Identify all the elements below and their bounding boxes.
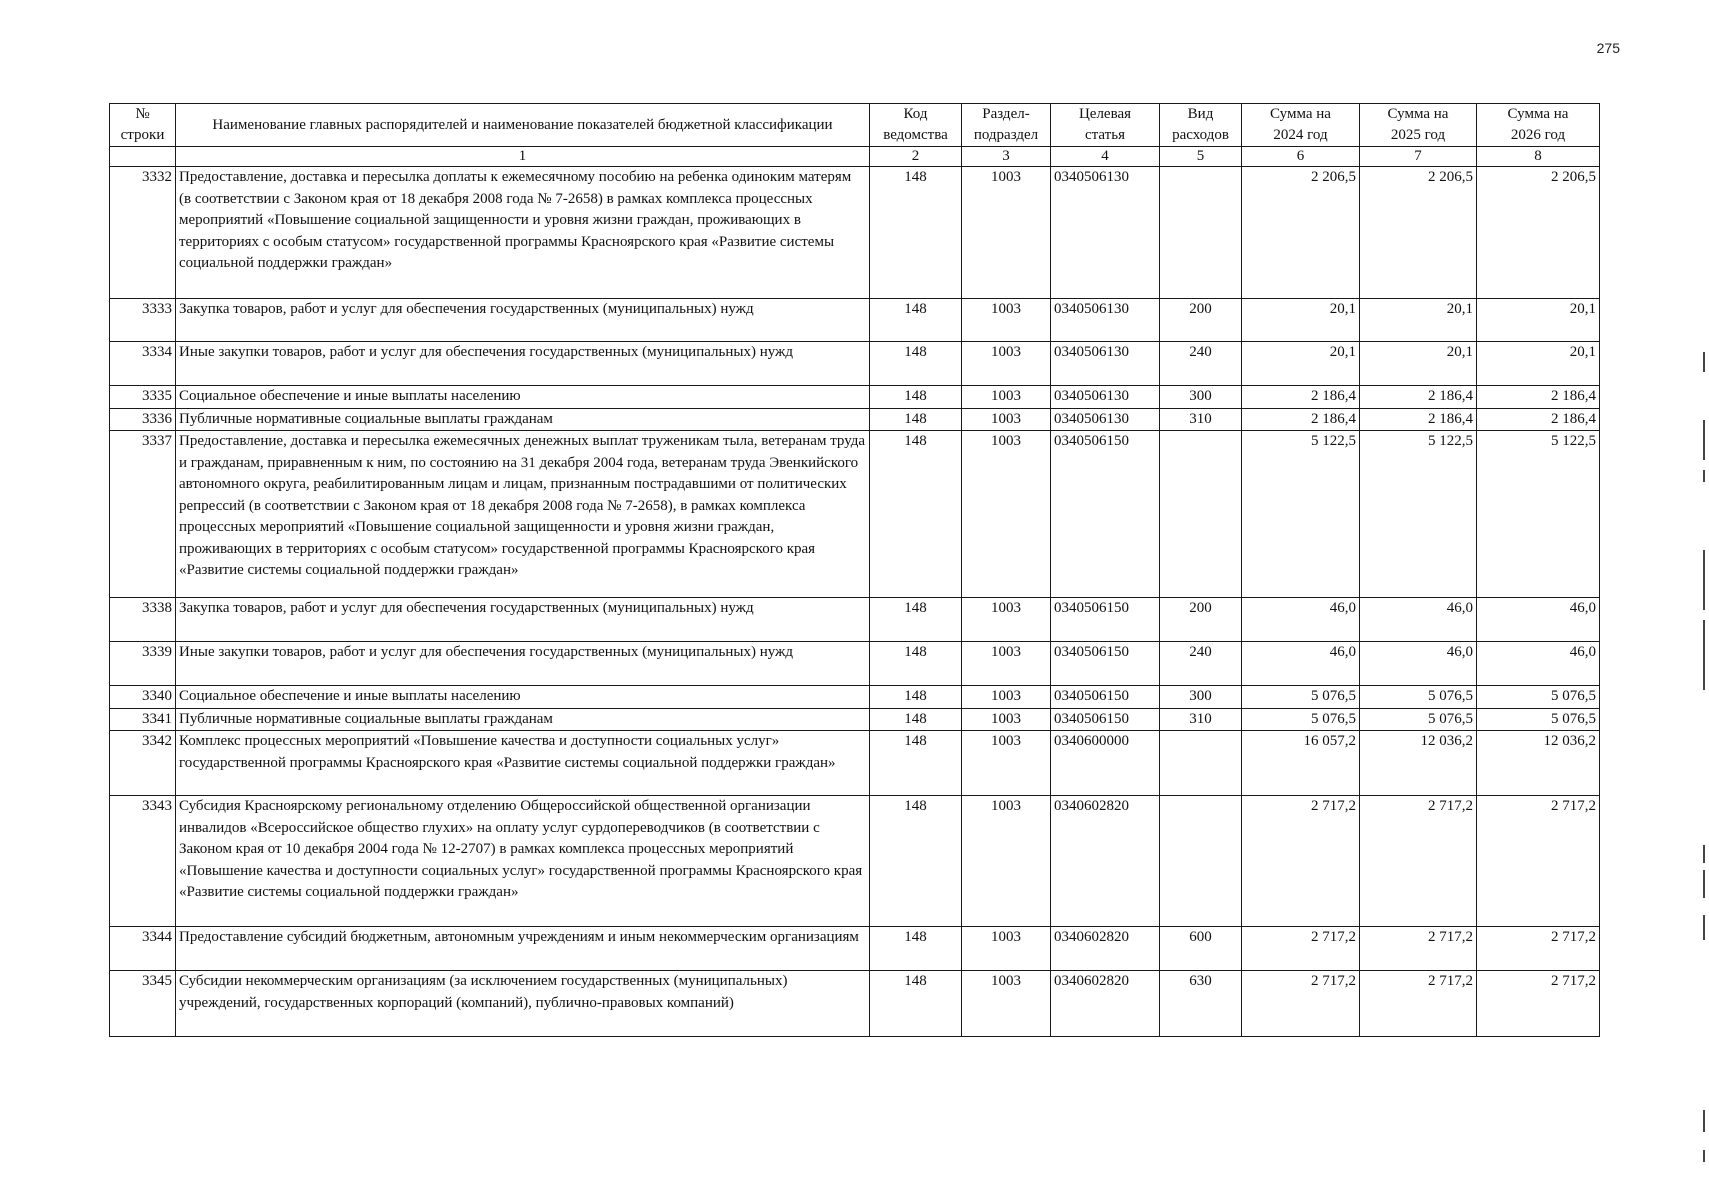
sum-2026-cell: 5 076,5	[1477, 708, 1600, 731]
header-row	[110, 104, 1600, 147]
section-cell: 1003	[962, 598, 1051, 642]
header-target-article: Целевая статья	[1051, 104, 1160, 147]
dept-code-cell: 148	[870, 386, 962, 409]
row-number-cell: 3335	[110, 386, 176, 409]
section-cell: 1003	[962, 408, 1051, 431]
header-sum-2025: Сумма на 2025 год	[1360, 104, 1477, 147]
scan-margin-mark	[1703, 1150, 1705, 1162]
column-number	[110, 147, 176, 167]
sum-2025-cell: 2 717,2	[1360, 796, 1477, 927]
sum-2026-cell: 20,1	[1477, 299, 1600, 342]
sum-2024-cell: 2 717,2	[1242, 971, 1360, 1037]
sum-2024-cell: 20,1	[1242, 299, 1360, 342]
sum-2026-cell: 46,0	[1477, 598, 1600, 642]
section-cell: 1003	[962, 708, 1051, 731]
sum-2025-cell: 46,0	[1360, 642, 1477, 686]
header-expense-type: Вид расходов	[1160, 104, 1242, 147]
section-cell: 1003	[962, 796, 1051, 927]
row-number-cell: 3341	[110, 708, 176, 731]
target-article-cell: 0340506130	[1051, 408, 1160, 431]
sum-2024-cell: 2 186,4	[1242, 386, 1360, 409]
target-article-cell: 0340506130	[1051, 299, 1160, 342]
row-number-cell: 3338	[110, 598, 176, 642]
sum-2026-cell: 2 717,2	[1477, 927, 1600, 971]
expense-type-cell	[1160, 167, 1242, 299]
sum-2024-cell: 5 076,5	[1242, 686, 1360, 709]
table-row	[110, 642, 1600, 686]
sum-2024-cell: 46,0	[1242, 598, 1360, 642]
column-number-row	[110, 147, 1600, 167]
row-number-cell: 3337	[110, 431, 176, 598]
header-row-number: № строки	[110, 104, 176, 147]
row-name-cell: Предоставление, доставка и пересылка доплаты к ежемесячному пособию на ребенка одиноким матерям (в соответствии с Законом края от 18 декабря 2008 года № 7-2658) в рамках комплекса процессных мероприятий «Повышение социальной защищенности и уровня жизни граждан, проживающих в территориях с особым статусом» государственной программы Красноярского края «Развитие системы социальной поддержки граждан»	[176, 167, 870, 299]
expense-type-cell: 240	[1160, 642, 1242, 686]
table-row	[110, 431, 1600, 598]
scan-margin-mark	[1703, 420, 1705, 460]
header-section: Раздел- подраздел	[962, 104, 1051, 147]
table-row	[110, 971, 1600, 1037]
sum-2025-cell: 2 206,5	[1360, 167, 1477, 299]
target-article-cell: 0340600000	[1051, 731, 1160, 796]
row-name-cell: Субсидия Красноярскому региональному отделению Общероссийской общественной организации инвалидов «Всероссийское общество глухих» на оплату услуг сурдопереводчиков (в соответствии с Законом края от 10 декабря 2004 года № 12-2707) в рамках комплекса процессных мероприятий «Повышение качества и доступности социальных услуг» государственной программы Красноярского края «Развитие системы социальной поддержки граждан»	[176, 796, 870, 927]
row-name-cell: Иные закупки товаров, работ и услуг для обеспечения государственных (муниципальных) нужд	[176, 342, 870, 386]
scan-margin-mark	[1703, 470, 1705, 482]
row-name-cell: Публичные нормативные социальные выплаты гражданам	[176, 708, 870, 731]
sum-2024-cell: 2 206,5	[1242, 167, 1360, 299]
section-cell: 1003	[962, 167, 1051, 299]
dept-code-cell: 148	[870, 796, 962, 927]
header-name: Наименование главных распорядителей и наименование показателей бюджетной классификации	[176, 104, 870, 147]
sum-2025-cell: 2 717,2	[1360, 971, 1477, 1037]
dept-code-cell: 148	[870, 708, 962, 731]
column-number: 2	[870, 147, 962, 167]
section-cell: 1003	[962, 642, 1051, 686]
target-article-cell: 0340602820	[1051, 927, 1160, 971]
sum-2026-cell: 20,1	[1477, 342, 1600, 386]
expense-type-cell: 200	[1160, 598, 1242, 642]
dept-code-cell: 148	[870, 167, 962, 299]
sum-2024-cell: 2 717,2	[1242, 796, 1360, 927]
table-body	[110, 167, 1600, 1037]
row-number-cell: 3336	[110, 408, 176, 431]
section-cell: 1003	[962, 731, 1051, 796]
row-name-cell: Комплекс процессных мероприятий «Повышение качества и доступности социальных услуг» государственной программы Красноярского края «Развитие системы социальной поддержки граждан»	[176, 731, 870, 796]
row-name-cell: Закупка товаров, работ и услуг для обеспечения государственных (муниципальных) нужд	[176, 299, 870, 342]
column-number: 8	[1477, 147, 1600, 167]
header-dept-code: Код ведомства	[870, 104, 962, 147]
table-row	[110, 342, 1600, 386]
scan-margin-mark	[1703, 1110, 1705, 1132]
sum-2026-cell: 2 186,4	[1477, 386, 1600, 409]
section-cell: 1003	[962, 342, 1051, 386]
table-header	[110, 104, 1600, 167]
scan-margin-mark	[1703, 870, 1705, 898]
dept-code-cell: 148	[870, 731, 962, 796]
dept-code-cell: 148	[870, 299, 962, 342]
table-row	[110, 686, 1600, 709]
row-number-cell: 3342	[110, 731, 176, 796]
page-number: 275	[1596, 40, 1620, 56]
sum-2026-cell: 12 036,2	[1477, 731, 1600, 796]
column-number: 3	[962, 147, 1051, 167]
target-article-cell: 0340506150	[1051, 686, 1160, 709]
expense-type-cell: 300	[1160, 386, 1242, 409]
section-cell: 1003	[962, 927, 1051, 971]
sum-2026-cell: 46,0	[1477, 642, 1600, 686]
sum-2025-cell: 5 076,5	[1360, 708, 1477, 731]
row-number-cell: 3334	[110, 342, 176, 386]
column-number: 1	[176, 147, 870, 167]
target-article-cell: 0340506130	[1051, 386, 1160, 409]
sum-2026-cell: 5 122,5	[1477, 431, 1600, 598]
row-name-cell: Публичные нормативные социальные выплаты гражданам	[176, 408, 870, 431]
section-cell: 1003	[962, 386, 1051, 409]
sum-2024-cell: 46,0	[1242, 642, 1360, 686]
column-number: 6	[1242, 147, 1360, 167]
dept-code-cell: 148	[870, 642, 962, 686]
section-cell: 1003	[962, 299, 1051, 342]
table-row	[110, 386, 1600, 409]
expense-type-cell	[1160, 731, 1242, 796]
target-article-cell: 0340506130	[1051, 342, 1160, 386]
sum-2026-cell: 5 076,5	[1477, 686, 1600, 709]
expense-type-cell	[1160, 431, 1242, 598]
row-number-cell: 3344	[110, 927, 176, 971]
header-sum-2026: Сумма на 2026 год	[1477, 104, 1600, 147]
column-number: 7	[1360, 147, 1477, 167]
row-number-cell: 3345	[110, 971, 176, 1037]
table-row	[110, 731, 1600, 796]
target-article-cell: 0340506150	[1051, 642, 1160, 686]
sum-2024-cell: 5 076,5	[1242, 708, 1360, 731]
budget-table-container	[109, 103, 1600, 1037]
dept-code-cell: 148	[870, 342, 962, 386]
sum-2026-cell: 2 717,2	[1477, 971, 1600, 1037]
sum-2024-cell: 5 122,5	[1242, 431, 1360, 598]
sum-2025-cell: 12 036,2	[1360, 731, 1477, 796]
row-name-cell: Социальное обеспечение и иные выплаты населению	[176, 686, 870, 709]
sum-2024-cell: 16 057,2	[1242, 731, 1360, 796]
dept-code-cell: 148	[870, 598, 962, 642]
sum-2024-cell: 2 186,4	[1242, 408, 1360, 431]
table-row	[110, 299, 1600, 342]
sum-2025-cell: 20,1	[1360, 299, 1477, 342]
section-cell: 1003	[962, 971, 1051, 1037]
column-number: 5	[1160, 147, 1242, 167]
row-name-cell: Закупка товаров, работ и услуг для обеспечения государственных (муниципальных) нужд	[176, 598, 870, 642]
dept-code-cell: 148	[870, 686, 962, 709]
budget-table	[109, 103, 1600, 1037]
expense-type-cell: 630	[1160, 971, 1242, 1037]
sum-2024-cell: 20,1	[1242, 342, 1360, 386]
row-name-cell: Социальное обеспечение и иные выплаты населению	[176, 386, 870, 409]
row-number-cell: 3332	[110, 167, 176, 299]
expense-type-cell: 310	[1160, 408, 1242, 431]
target-article-cell: 0340506130	[1051, 167, 1160, 299]
header-sum-2024: Сумма на 2024 год	[1242, 104, 1360, 147]
sum-2026-cell: 2 206,5	[1477, 167, 1600, 299]
sum-2025-cell: 2 186,4	[1360, 386, 1477, 409]
scan-margin-mark	[1703, 915, 1705, 940]
table-row	[110, 708, 1600, 731]
dept-code-cell: 148	[870, 408, 962, 431]
table-row	[110, 927, 1600, 971]
target-article-cell: 0340506150	[1051, 708, 1160, 731]
target-article-cell: 0340602820	[1051, 971, 1160, 1037]
sum-2025-cell: 2 717,2	[1360, 927, 1477, 971]
target-article-cell: 0340602820	[1051, 796, 1160, 927]
row-name-cell: Субсидии некоммерческим организациям (за исключением государственных (муниципальных) учреждений, государственных корпораций (компаний), публично-правовых компаний)	[176, 971, 870, 1037]
row-name-cell: Иные закупки товаров, работ и услуг для обеспечения государственных (муниципальных) нужд	[176, 642, 870, 686]
sum-2026-cell: 2 186,4	[1477, 408, 1600, 431]
section-cell: 1003	[962, 686, 1051, 709]
expense-type-cell: 300	[1160, 686, 1242, 709]
target-article-cell: 0340506150	[1051, 598, 1160, 642]
sum-2025-cell: 5 076,5	[1360, 686, 1477, 709]
expense-type-cell: 600	[1160, 927, 1242, 971]
row-number-cell: 3340	[110, 686, 176, 709]
table-row	[110, 408, 1600, 431]
table-row	[110, 796, 1600, 927]
table-row	[110, 167, 1600, 299]
row-number-cell: 3333	[110, 299, 176, 342]
table-row	[110, 598, 1600, 642]
target-article-cell: 0340506150	[1051, 431, 1160, 598]
column-number: 4	[1051, 147, 1160, 167]
scan-margin-mark	[1703, 550, 1705, 610]
expense-type-cell: 310	[1160, 708, 1242, 731]
sum-2025-cell: 2 186,4	[1360, 408, 1477, 431]
row-name-cell: Предоставление, доставка и пересылка ежемесячных денежных выплат труженикам тыла, ветеранам труда и гражданам, приравненным к ним, по состоянию на 31 декабря 2004 года, ветеранам труда Эвенкийского автономного округа, реабилитированным лицам и лицам, признанным пострадавшими от политических репрессий (в соответствии с Законом края от 18 декабря 2008 года № 7-2658), в рамках комплекса процессных мероприятий «Повышение социальной защищенности и уровня жизни граждан, проживающих в территориях с особым статусом» государственной программы Красноярского края «Развитие системы социальной поддержки граждан»	[176, 431, 870, 598]
expense-type-cell: 200	[1160, 299, 1242, 342]
dept-code-cell: 148	[870, 431, 962, 598]
expense-type-cell: 240	[1160, 342, 1242, 386]
sum-2026-cell: 2 717,2	[1477, 796, 1600, 927]
sum-2025-cell: 20,1	[1360, 342, 1477, 386]
dept-code-cell: 148	[870, 927, 962, 971]
sum-2025-cell: 5 122,5	[1360, 431, 1477, 598]
expense-type-cell	[1160, 796, 1242, 927]
scan-margin-mark	[1703, 352, 1705, 372]
scan-margin-mark	[1703, 845, 1705, 863]
row-number-cell: 3343	[110, 796, 176, 927]
section-cell: 1003	[962, 431, 1051, 598]
row-number-cell: 3339	[110, 642, 176, 686]
sum-2024-cell: 2 717,2	[1242, 927, 1360, 971]
dept-code-cell: 148	[870, 971, 962, 1037]
sum-2025-cell: 46,0	[1360, 598, 1477, 642]
scan-margin-mark	[1703, 620, 1705, 690]
row-name-cell: Предоставление субсидий бюджетным, автономным учреждениям и иным некоммерческим организациям	[176, 927, 870, 971]
